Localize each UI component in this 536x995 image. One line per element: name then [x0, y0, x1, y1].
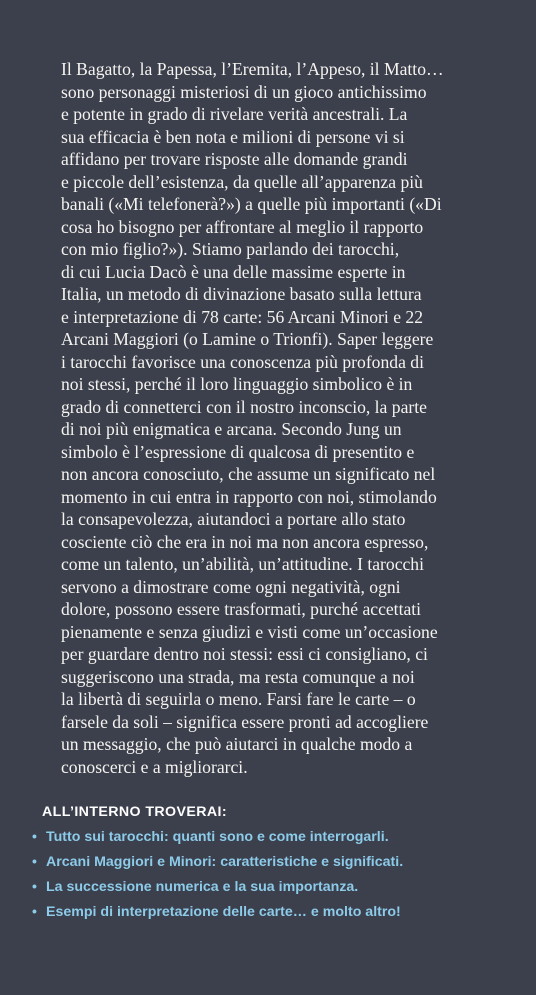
- description-line: con mio figlio?»). Stiamo parlando dei tarocchi,: [61, 239, 400, 259]
- feature-text: La successione numerica e la sua importanza.: [46, 879, 359, 895]
- description-line: come un talento, un’abilità, un’attitudine. I tarocchi: [61, 554, 424, 574]
- features-list: [32, 824, 532, 924]
- description-line: di cui Lucia Dacò è una delle massime esperte in: [61, 261, 406, 282]
- feature-text: Esempi di interpretazione delle carte… e molto altro!: [46, 904, 401, 920]
- description-line: conoscerci e a migliorarci.: [61, 756, 248, 777]
- features-heading: ALL’INTERNO TROVERAI:: [42, 804, 227, 820]
- feature-text: Arcani Maggiori e Minori: caratteristiche e significati.: [46, 854, 404, 870]
- description-line: Arcani Maggiori (o Lamine o Trionfi). Saper leggere: [61, 329, 434, 349]
- features-list-item: [32, 899, 532, 924]
- description-line: di noi più enigmatica e arcana. Secondo Jung un: [61, 419, 402, 439]
- description-line: sono personaggi misteriosi di un gioco antichissimo: [61, 81, 427, 102]
- description-line: per guardare dentro noi stessi: essi ci consigliano, ci: [61, 644, 428, 664]
- description-line: i tarocchi favorisce una conoscenza più profonda di: [61, 351, 424, 372]
- description-line: grado di connetterci con il nostro inconscio, la parte: [61, 396, 427, 417]
- description-line: Italia, un metodo di divinazione basato sulla lettura: [61, 284, 422, 304]
- description-line: noi stessi, perché il loro linguaggio simbolico è in: [61, 374, 413, 394]
- description-line: sua efficacia è ben nota e milioni di persone vi si: [61, 126, 405, 147]
- description-line: un messaggio, che può aiutarci in qualche modo a: [61, 734, 413, 754]
- description-line: e potente in grado di rivelare verità ancestrali. La: [61, 104, 408, 124]
- feature-text: Tutto sui tarocchi: quanti sono e come interrogarli.: [46, 829, 389, 845]
- description-line: suggeriscono una strada, ma resta comunque a noi: [61, 666, 415, 687]
- bullet-icon: •: [32, 903, 37, 919]
- description-line: affidano per trovare risposte alle domande grandi: [61, 149, 408, 169]
- features-list-item: [32, 824, 532, 849]
- description-line: dolore, possono essere trasformati, purché accettati: [61, 599, 422, 619]
- description-line: momento in cui entra in rapporto con noi, stimolando: [61, 486, 437, 507]
- features-list-item: [32, 874, 532, 899]
- bullet-icon: •: [32, 878, 37, 894]
- bullet-icon: •: [32, 853, 37, 869]
- description-text: [61, 58, 511, 778]
- description-line: pienamente e senza giudizi e visti come un’occasione: [61, 621, 438, 642]
- description-line: banali («Mi telefonerà?») a quelle più importanti («Di: [61, 194, 442, 214]
- features-box: [32, 800, 532, 924]
- description-line: Il Bagatto, la Papessa, l’Eremita, l’Appeso, il Matto…: [61, 59, 444, 79]
- description-line: la consapevolezza, aiutandoci a portare allo stato: [61, 509, 406, 529]
- description-line: servono a dimostrare come ogni negatività, ogni: [61, 576, 401, 597]
- description-line: non ancora conosciuto, che assume un significato nel: [61, 464, 436, 484]
- description-line: e piccole dell’esistenza, da quelle all’apparenza più: [61, 171, 423, 192]
- description-line: la libertà di seguirla o meno. Farsi fare le carte – o: [61, 689, 416, 709]
- description-line: cosa ho bisogno per affrontare al meglio il rapporto: [61, 216, 424, 237]
- description-line: e interpretazione di 78 carte: 56 Arcani Minori e 22: [61, 306, 424, 327]
- description-line: cosciente ciò che era in noi ma non ancora espresso,: [61, 531, 429, 552]
- description-line: farsele da soli – significa essere pronti ad accogliere: [61, 711, 429, 732]
- features-list-item: [32, 849, 532, 874]
- bullet-icon: •: [32, 828, 37, 844]
- description-line: simbolo è l’espressione di qualcosa di presentito e: [61, 441, 415, 462]
